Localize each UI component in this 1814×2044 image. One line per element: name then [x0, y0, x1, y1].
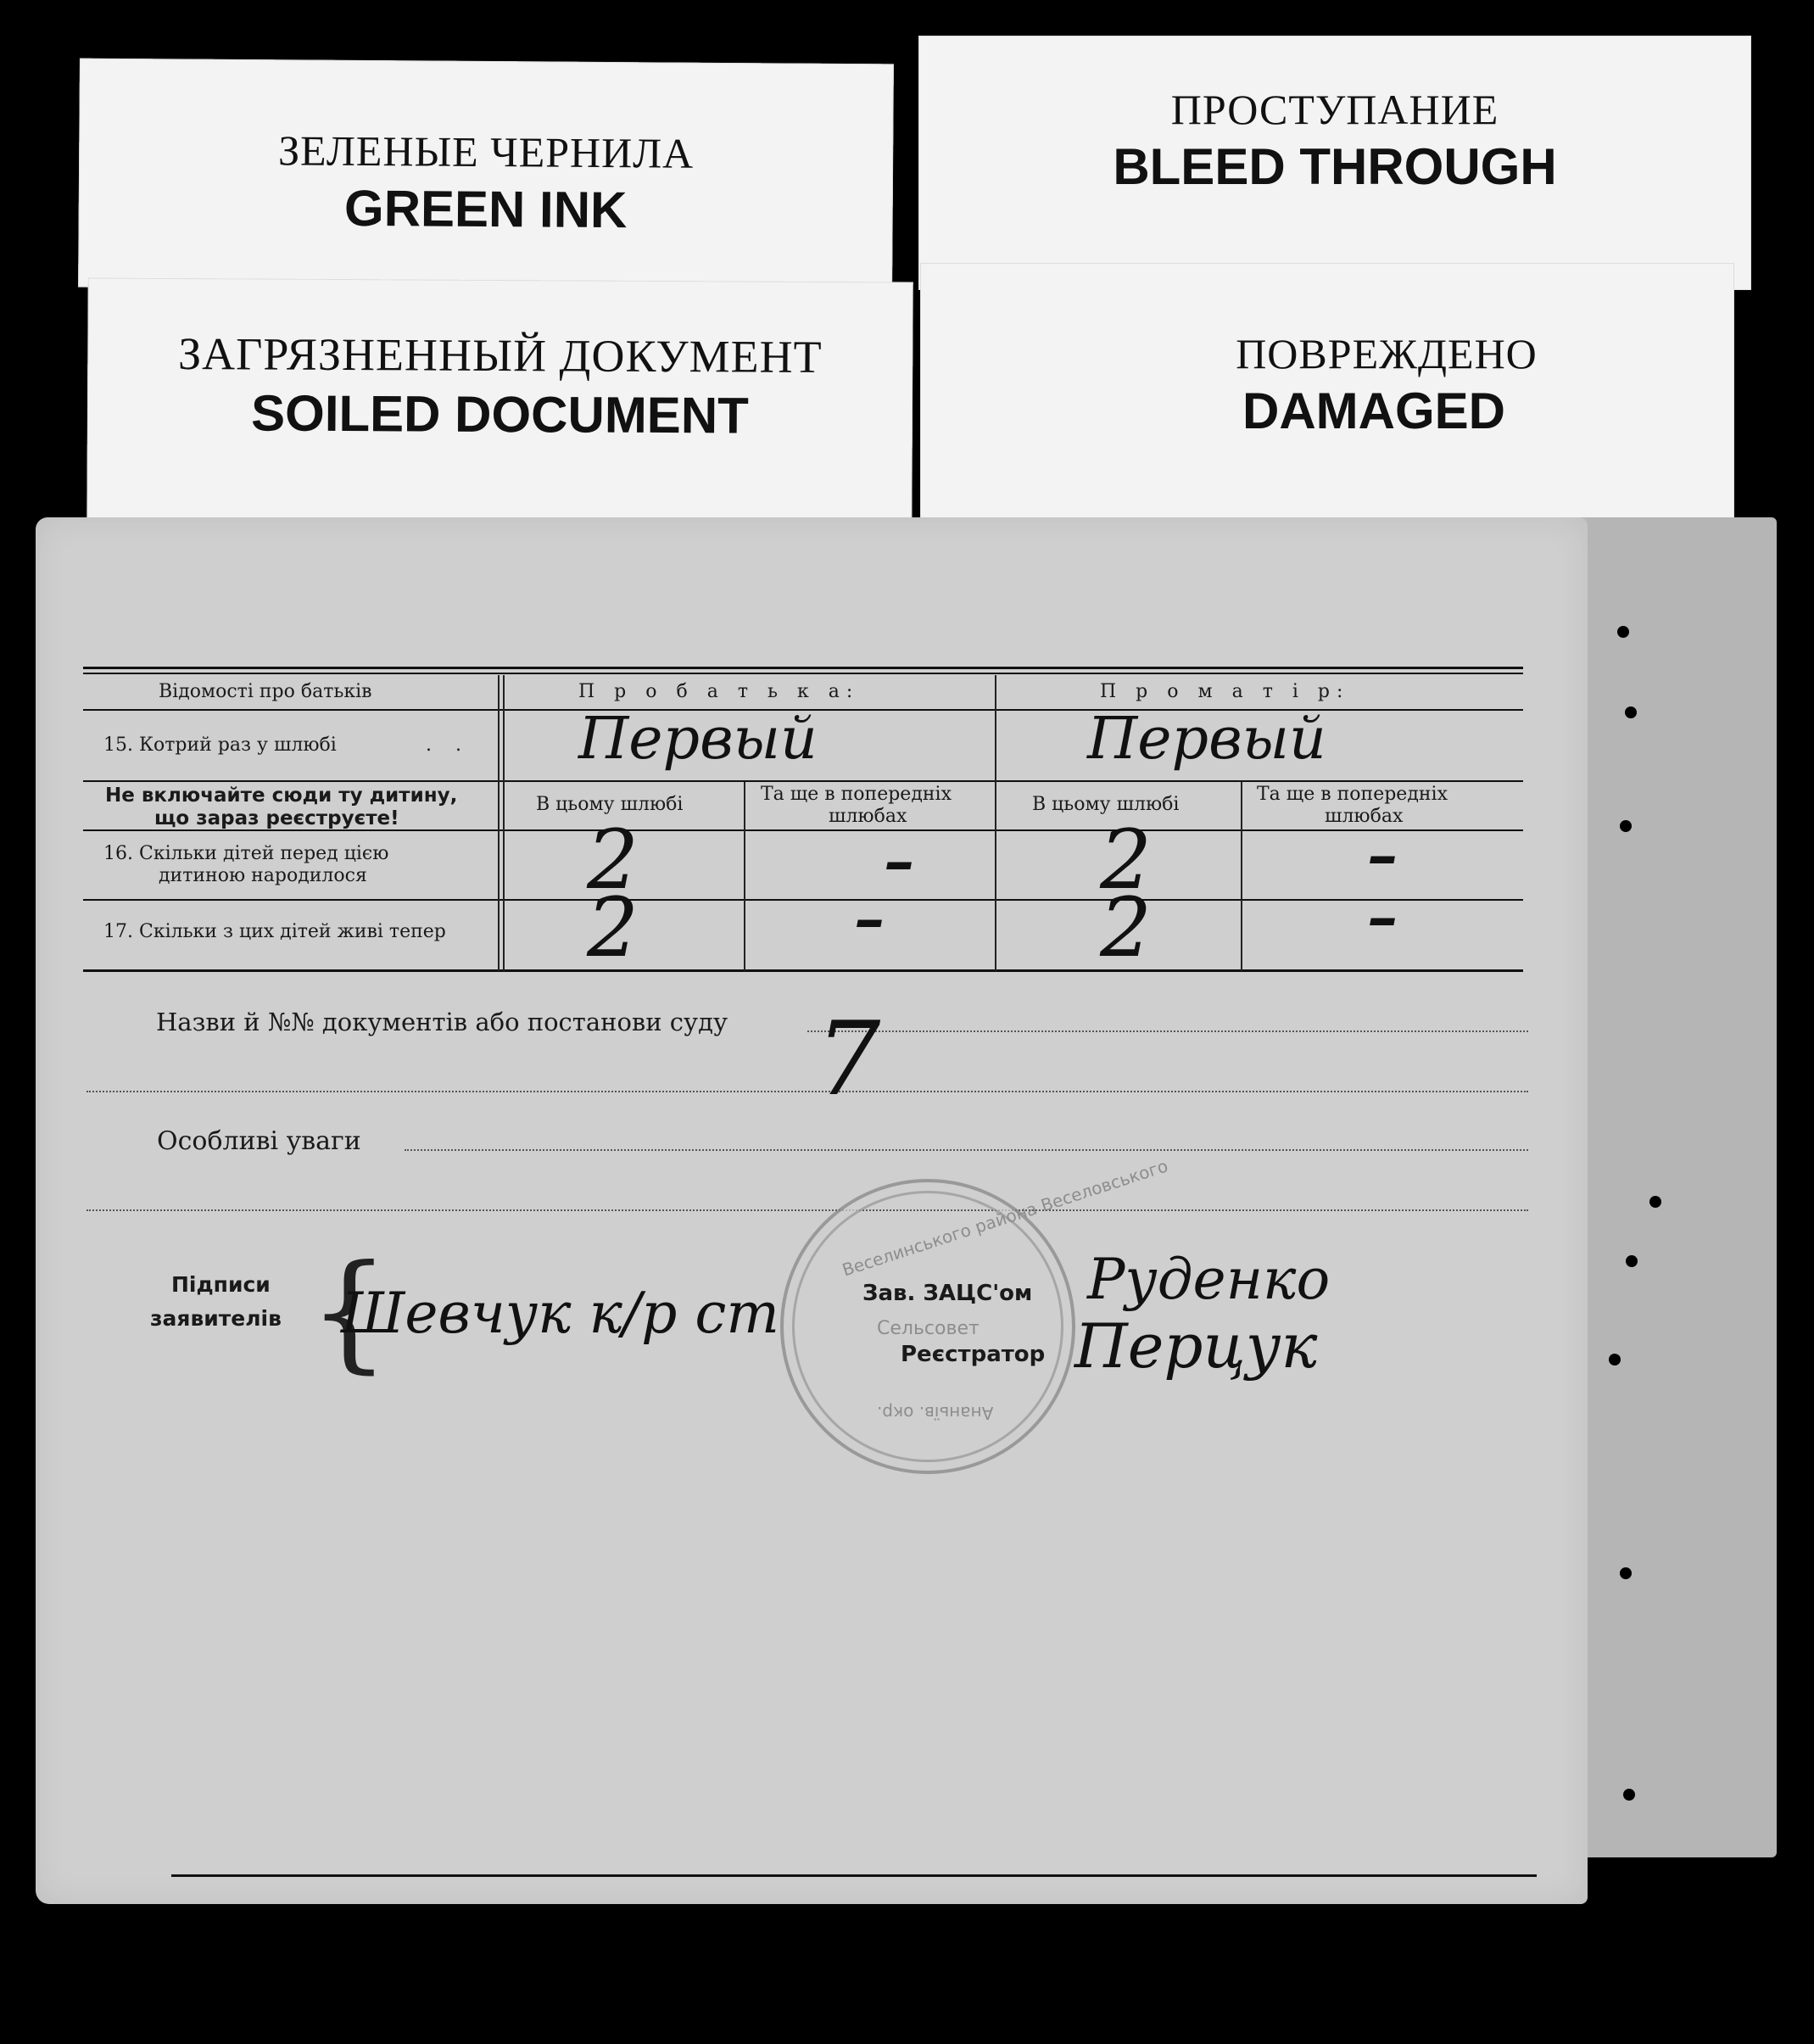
note-line1: Не включайте сюди ту дитину,	[105, 785, 458, 807]
col-divider-3	[995, 675, 996, 971]
col-divider-4	[1241, 782, 1242, 971]
damage-mark	[1609, 1354, 1621, 1365]
registration-form-page	[36, 517, 1588, 1904]
row16-father-this: 2	[587, 813, 639, 908]
remarks-line-1	[405, 1149, 1528, 1151]
table-top-rule	[83, 667, 1523, 669]
father-previous-header-2: шлюбах	[829, 806, 907, 827]
col-divider-1	[498, 675, 500, 971]
green-ink-ru: ЗЕЛЕНЫЕ ЧЕРНИЛА	[277, 126, 695, 177]
row16-line2: дитиною народилося	[159, 865, 367, 886]
row17-mother-prev: –	[1367, 880, 1398, 952]
row15-rule	[83, 780, 1523, 782]
bleed-through-en: BLEED THROUGH	[1113, 138, 1557, 195]
documents-line-1	[807, 1030, 1528, 1032]
damaged-ru: ПОВРЕЖДЕНО	[1236, 330, 1538, 377]
table-bottom-rule	[83, 969, 1523, 972]
head-zags-label: Зав. ЗАЦС'ом	[862, 1281, 1033, 1306]
stamp-center-text: Сельсовет	[877, 1318, 980, 1339]
remarks-label: Особливі уваги	[157, 1126, 361, 1156]
mother-previous-header-2: шлюбах	[1325, 806, 1404, 827]
signatures-brace: {	[309, 1238, 390, 1386]
signatures-label-1: Підписи	[171, 1272, 271, 1297]
row17-label: 17. Скільки з цих дітей живі тепер	[103, 921, 446, 942]
documents-line-2	[87, 1091, 1528, 1092]
row15-label: 15. Котрий раз у шлюбі	[103, 734, 337, 756]
row17-mother-this: 2	[1100, 880, 1153, 975]
about-father-header: П р о б а т ь к а:	[578, 681, 860, 702]
father-previous-header-1: Та ще в попередніх	[761, 784, 952, 805]
registrar-label: Реєстратор	[901, 1342, 1046, 1367]
head-signature: Руденко	[1087, 1247, 1331, 1312]
official-stamp	[780, 1155, 1171, 1474]
damage-mark	[1617, 626, 1629, 638]
table-top-rule-2	[83, 673, 1523, 674]
row15-mother-handwritten: Первый	[1087, 706, 1326, 773]
row16-line1: 16. Скільки дітей перед цією	[103, 843, 389, 864]
documents-label: Назви й №№ документів або постанови суду	[156, 1008, 728, 1036]
green-ink-en: GREEN INK	[343, 179, 628, 239]
damaged-card	[920, 263, 1734, 534]
documents-value-handwritten: 7	[816, 1001, 881, 1119]
mother-previous-header-1: Та ще в попередніх	[1257, 784, 1448, 805]
signatures-label-2: заявителів	[150, 1306, 282, 1331]
registrar-signature: Перцук	[1074, 1310, 1318, 1382]
damage-mark	[1626, 1255, 1638, 1267]
row17-father-this: 2	[587, 880, 639, 975]
bleed-through-ru: ПРОСТУПАНИЕ	[1170, 86, 1499, 133]
row16-father-prev: –	[884, 824, 914, 896]
note-rule	[83, 829, 1523, 831]
about-mother-header: П р о м а т і р:	[1100, 681, 1350, 702]
applicant-signature: Шевчук к/р ст	[341, 1281, 779, 1346]
father-this-marriage-header: В цьому шлюбі	[536, 794, 684, 815]
soiled-document-ru: ЗАГРЯЗНЕННЫЙ ДОКУМЕНТ	[177, 328, 823, 383]
mother-this-marriage-header: В цьому шлюбі	[1032, 794, 1180, 815]
stamp-lower-text: Ананьїв. окр.	[877, 1403, 994, 1423]
bleed-through-card	[918, 36, 1751, 290]
remarks-line-2	[87, 1209, 1528, 1211]
soiled-document-card	[87, 277, 913, 536]
damage-mark	[1620, 820, 1632, 832]
page-bottom-rule	[171, 1874, 1537, 1877]
row16-mother-prev: –	[1367, 818, 1398, 891]
row17-father-prev: –	[854, 882, 885, 954]
damage-mark	[1623, 1789, 1635, 1801]
about-parents-header: Відомості про батьків	[159, 681, 372, 702]
col-divider-2	[744, 782, 745, 971]
row15-leader-dots: . .	[426, 734, 461, 756]
stamp-ring-text: Веселинського района Веселовського	[840, 1155, 1171, 1281]
row15-father-handwritten: Первый	[578, 706, 818, 773]
col-divider-1b	[503, 675, 505, 971]
soiled-document-en: SOILED DOCUMENT	[250, 384, 749, 444]
green-ink-card	[78, 59, 894, 293]
row16-mother-this: 2	[1100, 813, 1153, 908]
damage-mark	[1625, 706, 1637, 718]
damage-mark	[1620, 1567, 1632, 1579]
note-line2: що зараз реєструєте!	[154, 807, 399, 829]
damaged-en: DAMAGED	[1242, 383, 1505, 439]
row16-rule	[83, 899, 1523, 901]
damage-mark	[1649, 1196, 1661, 1208]
